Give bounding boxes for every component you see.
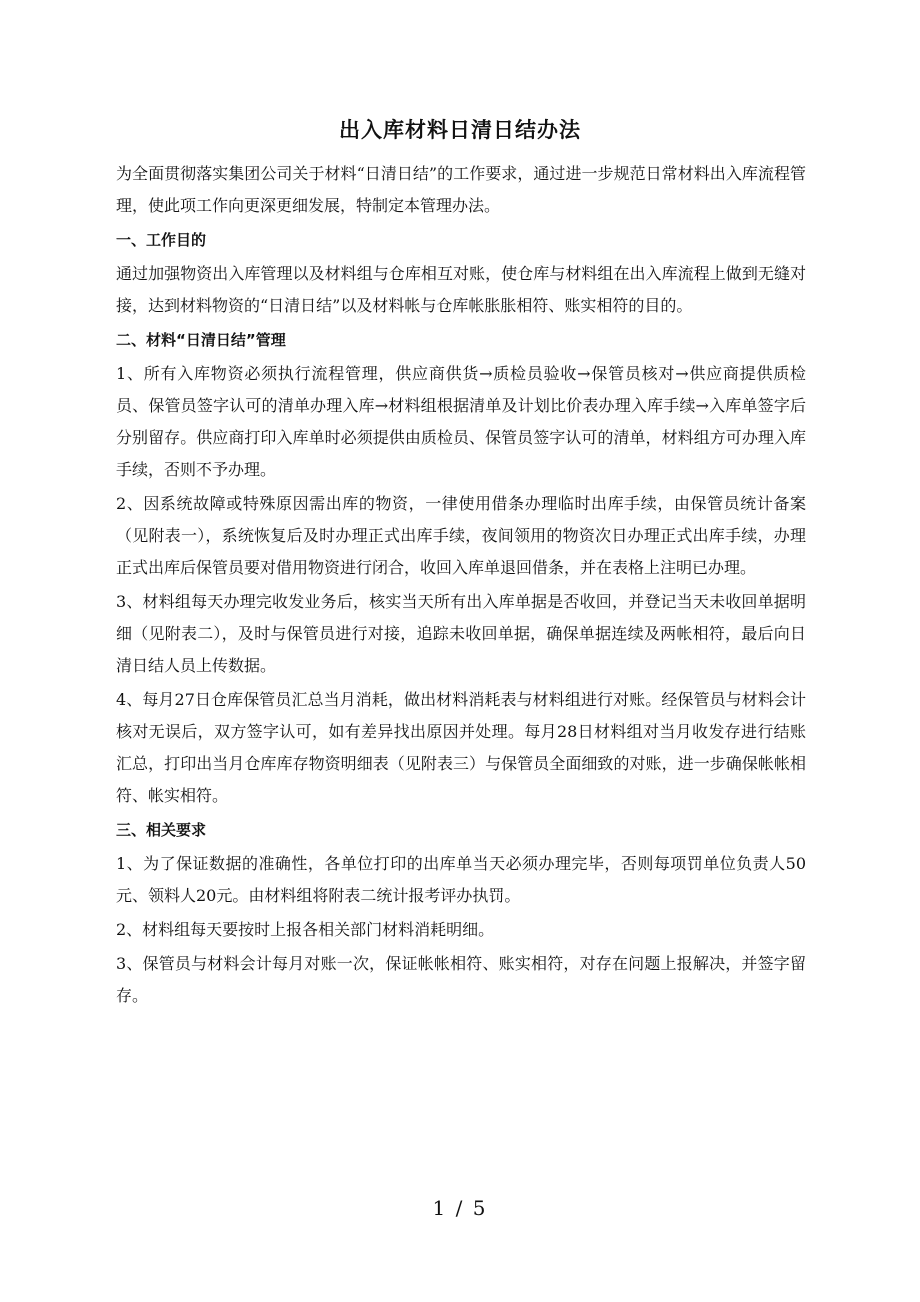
requirements-paragraph-3: 3、保管员与材料会计每月对账一次，保证帐帐相符、账实相符，对存在问题上报解决，并签字留存。 bbox=[116, 954, 806, 1005]
page-number: 1 / 5 bbox=[432, 1196, 488, 1220]
requirements-paragraph-2: 2、材料组每天要按时上报各相关部门材料消耗明细。 bbox=[116, 920, 495, 939]
document-title: 出入库材料日清日结办法 bbox=[339, 118, 581, 142]
requirements-paragraph-1: 1、为了保证数据的准确性，各单位打印的出库单当天必须办理完毕，否则每项罚单位负责人50元、领料人20元。由材料组将附表二统计报考评办执罚。 bbox=[116, 854, 806, 905]
section-heading-requirements: 三、相关要求 bbox=[116, 821, 207, 839]
section-heading-management: 二、材料“日清日结”管理 bbox=[116, 331, 286, 349]
management-paragraph-1: 1、所有入库物资必须执行流程管理，供应商供货→质检员验收→保管员核对→供应商提供质检员、保管员签字认可的清单办理入库→材料组根据清单及计划比价表办理入库手续→入库单签字后分别留存。供应商打印入库单时必须提供由质检员、保管员签字认可的清单，材料组方可办理入库手续，否则不予办理。 bbox=[116, 364, 806, 479]
intro-paragraph: 为全面贯彻落实集团公司关于材料“日清日结”的工作要求，通过进一步规范日常材料出入库流程管理，使此项工作向更深更细发展，特制定本管理办法。 bbox=[116, 164, 806, 215]
document-body bbox=[116, 158, 806, 1014]
management-paragraph-3: 3、材料组每天办理完收发业务后，核实当天所有出入库单据是否收回，并登记当天未收回单据明细（见附表二），及时与保管员进行对接，追踪未收回单据，确保单据连续及两帐相符，最后向日清日结人员上传数据。 bbox=[116, 592, 806, 675]
management-paragraph-4: 4、每月27日仓库保管员汇总当月消耗，做出材料消耗表与材料组进行对账。经保管员与材料会计核对无误后，双方签字认可，如有差异找出原因并处理。每月28日材料组对当月收发存进行结账汇总，打印出当月仓库库存物资明细表（见附表三）与保管员全面细致的对账，进一步确保帐帐相符、帐实相符。 bbox=[116, 690, 806, 805]
management-paragraph-2: 2、因系统故障或特殊原因需出库的物资，一律使用借条办理临时出库手续，由保管员统计备案（见附表一），系统恢复后及时办理正式出库手续，夜间领用的物资次日办理正式出库手续，办理正式出库后保管员要对借用物资进行闭合，收回入库单退回借条，并在表格上注明已办理。 bbox=[116, 494, 806, 577]
purpose-paragraph: 通过加强物资出入库管理以及材料组与仓库相互对账，使仓库与材料组在出入库流程上做到无缝对接，达到材料物资的“日清日结”以及材料帐与仓库帐胀胀相符、账实相符的目的。 bbox=[116, 264, 806, 315]
section-heading-purpose: 一、工作目的 bbox=[116, 231, 207, 249]
